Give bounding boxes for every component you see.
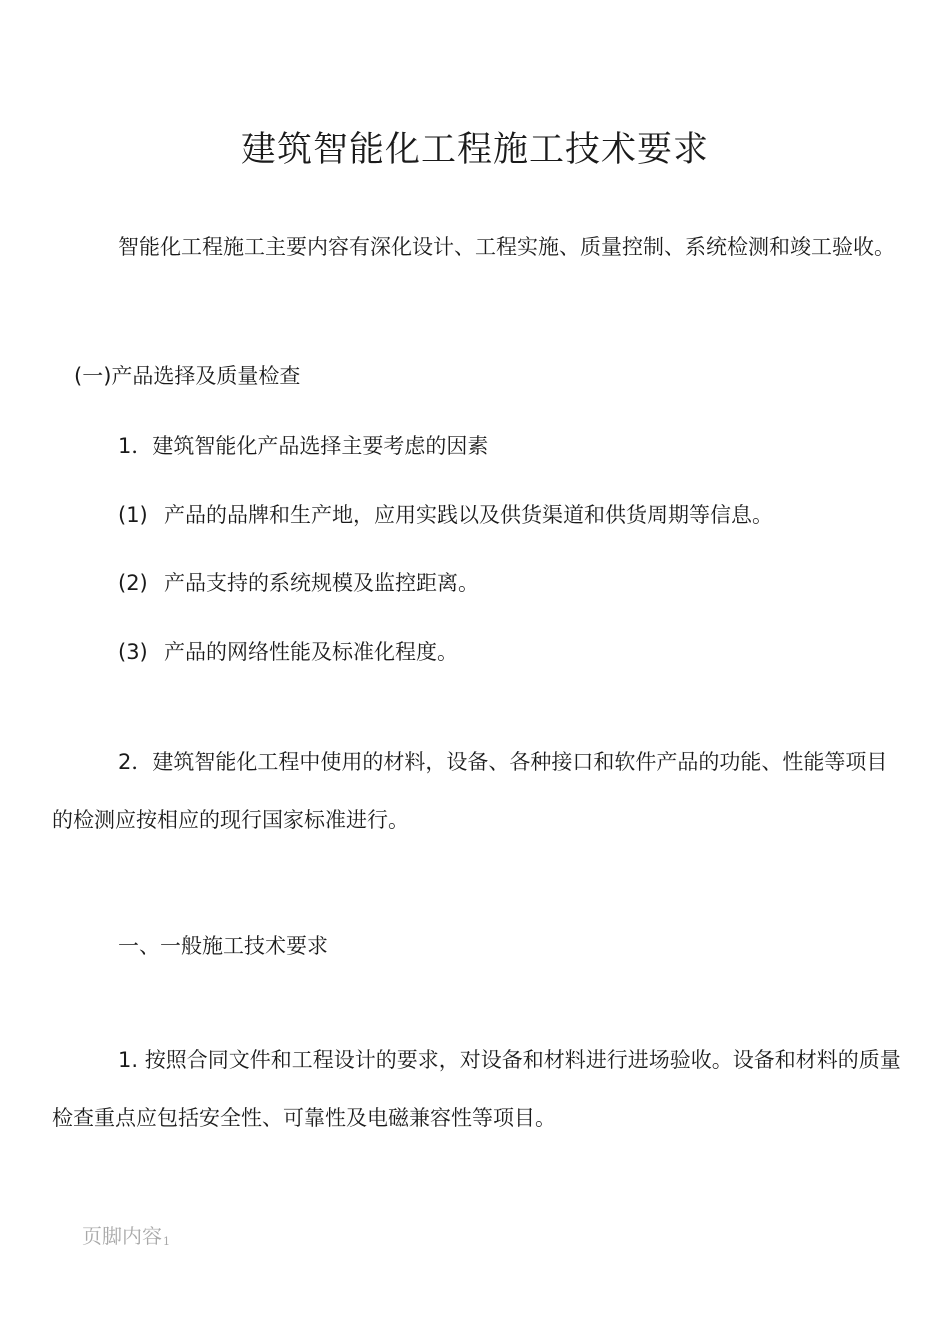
- list-item-3-paragraph: 1. 按照合同文件和工程设计的要求，对设备和材料进行进场验收。设备和材料的质量检查重点应包括安全性、可靠性及电磁兼容性等项目。: [52, 1048, 901, 1130]
- section-heading-general-requirements: 一、一般施工技术要求: [118, 934, 328, 958]
- list-item-2-paragraph: 2．建筑智能化工程中使用的材料，设备、各种接口和软件产品的功能、性能等项目的检测应按相应的现行国家标准进行。: [52, 750, 888, 832]
- sub-item-3: [118, 637, 458, 667]
- sub-item-1: [118, 500, 773, 530]
- footer-label: 页脚内容: [82, 1224, 162, 1248]
- section-heading-product-selection: (一)产品选择及质量检查: [74, 364, 301, 388]
- footer-page-number: 1: [163, 1235, 170, 1248]
- document-title: 建筑智能化工程施工技术要求: [240, 130, 709, 170]
- sub-item-3-number: (3): [118, 640, 148, 664]
- sub-item-1-number: (1): [118, 503, 148, 527]
- sub-item-1-text: 产品的品牌和生产地，应用实践以及供货渠道和供货周期等信息。: [164, 503, 773, 527]
- sub-item-2-text: 产品支持的系统规模及监控距离。: [164, 571, 479, 595]
- list-item-1-text: 建筑智能化产品选择主要考虑的因素: [152, 434, 489, 458]
- sub-item-2: [118, 568, 479, 598]
- list-item-1-number: 1．: [118, 434, 153, 458]
- sub-item-3-text: 产品的网络性能及标准化程度。: [164, 640, 458, 664]
- intro-paragraph: 智能化工程施工主要内容有深化设计、工程实施、质量控制、系统检测和竣工验收。: [118, 235, 895, 259]
- sub-item-2-number: (2): [118, 571, 148, 595]
- page-footer: [82, 1220, 170, 1249]
- list-item-1: [118, 431, 488, 461]
